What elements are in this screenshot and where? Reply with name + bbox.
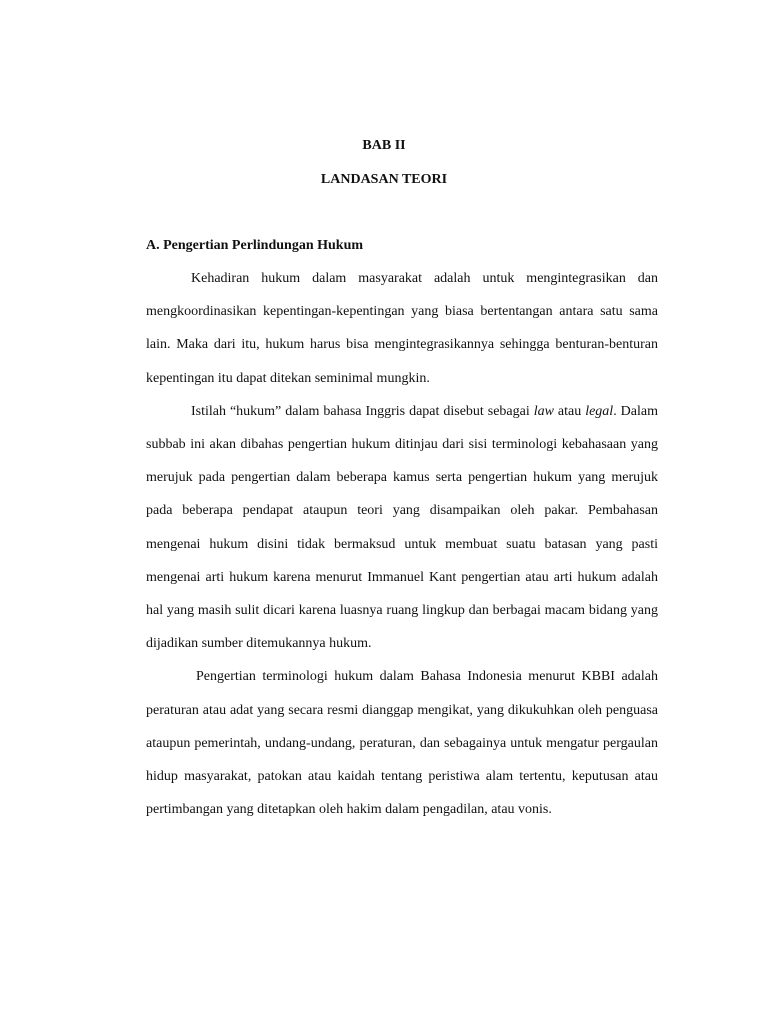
paragraph-2	[146, 395, 658, 661]
paragraph-3: Pengertian terminologi hukum dalam Bahasa Indonesia menurut KBBI adalah peraturan atau adat yang secara resmi dianggap mengikat, yang dikukuhkan oleh penguasa ataupun pemerintah, undang-undang, peraturan, dan sebagainya untuk mengatur pergaulan hidup masyarakat, patokan atau kaidah tentang peristiwa alam tertentu, keputusan atau pertimbangan yang ditetapkan oleh hakim dalam pengadilan, atau vonis.	[146, 669, 658, 818]
chapter-heading: BAB II	[362, 138, 406, 153]
document-body	[146, 262, 658, 826]
paragraph-2-rest: . Dalam subbab ini akan dibahas pengertian hukum ditinjau dari sisi terminologi kebahasaan yang merujuk pada pengertian dalam beberapa kamus serta pengertian hukum yang merujuk pada beberapa pendapat ataupun teori yang disampaikan oleh pakar. Pembahasan mengenai hukum disini tidak bermaksud untuk membuat suatu batasan yang pasti mengenai arti hukum karena menurut Immanuel Kant pengertian atau arti hukum adalah hal yang masih sulit dicari karena luasnya ruang lingkup dan berbagai macam bidang yang dijadikan sumber ditemukannya hukum.	[146, 403, 658, 652]
paragraph-2-lead: Istilah “hukum” dalam bahasa Inggris dapat disebut sebagai	[191, 403, 534, 419]
chapter-title: LANDASAN TEORI	[320, 172, 448, 187]
paragraph-2-conjunction: atau	[553, 403, 586, 419]
term-law: law	[533, 403, 554, 419]
paragraph-1: Kehadiran hukum dalam masyarakat adalah untuk mengintegrasikan dan mengkoordinasikan kepentingan-kepentingan yang biasa bertentangan antara satu sama lain. Maka dari itu, hukum harus bisa mengintegrasikannya sehingga benturan-benturan kepentingan itu dapat ditekan seminimal mungkin.	[146, 271, 658, 386]
section-heading: A. Pengertian Perlindungan Hukum	[146, 238, 364, 253]
term-legal: legal	[585, 403, 614, 419]
